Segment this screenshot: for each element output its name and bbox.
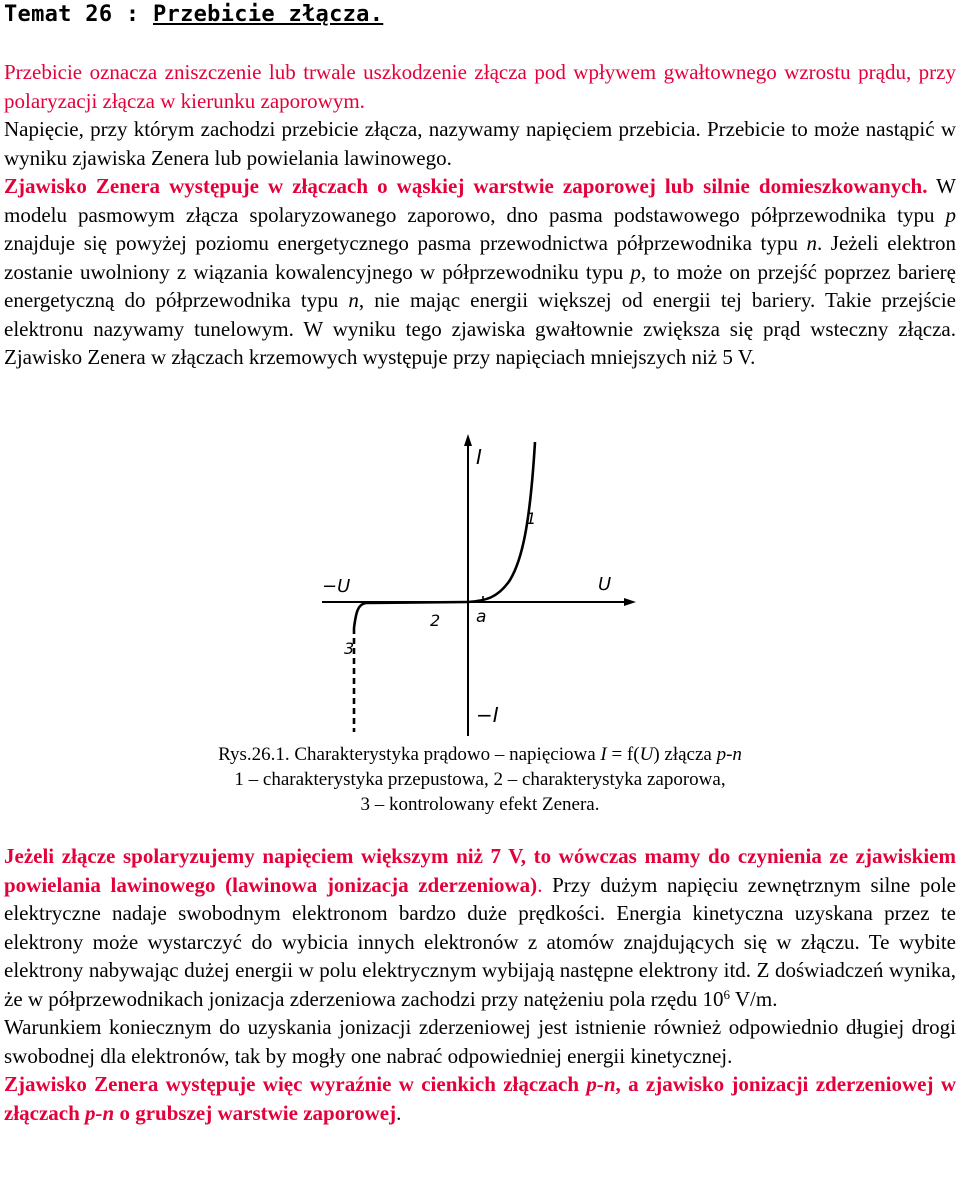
caption-line1-b: = f(	[606, 744, 640, 765]
iv-characteristic-figure	[300, 430, 640, 742]
conclusion-text-a: Zjawisko Zenera występuje więc wyraźnie w cienkich złączach	[4, 1072, 587, 1096]
conclusion-pn-2: p-n	[85, 1100, 115, 1125]
caption-current-symbol: I	[600, 744, 607, 765]
curve-3-label: 3	[344, 639, 355, 658]
page-title	[4, 2, 383, 27]
caption-line2: 1 – charakterystyka przepustowa, 2 – charakterystyka zaporowa,	[234, 769, 726, 790]
caption-line1-a: Rys.26.1. Charakterystyka prądowo – napięciowa	[218, 744, 601, 765]
current-axis-arrow	[464, 434, 472, 446]
conclusion-text-c: o grubszej warstwie zaporowej	[114, 1100, 397, 1125]
conclusion-pn-1: p-n	[586, 1072, 616, 1096]
band-model-text-c: . Jeżeli elektron zostanie uwolniony z wiązania kowalencyjnego w półprzewodniku typu	[4, 231, 956, 284]
curve-2-label: 2	[430, 611, 441, 630]
neg-voltage-label: −U	[322, 576, 351, 597]
impact-ionization-text: Przy dużym napięciu zewnętrznym silne pole elektryczne nadaje swobodnym elektronom bardzo duże prędkości. Energia kinetyczna uzyskana przez te elektrony może wystarczyć do wybicia innych elektronów z atomów znajdujących się w złączu. Te wybite elektrony nabywając dużej energii w polu elektrycznym wybijają następne elektrony itd. Z doświadczeń wynika, że w półprzewodnikach jonizacja zderzeniowa zachodzi przy natężeniu pola rzędu 10	[4, 872, 956, 1011]
type-n-label: n	[348, 288, 359, 312]
curve-1-label: 1	[526, 509, 537, 528]
type-p-label: p	[630, 259, 641, 284]
field-exponent: 6	[723, 986, 730, 1002]
neg-current-label: −I	[476, 703, 499, 727]
caption-voltage-symbol: U	[639, 744, 654, 765]
caption-line3: 3 – kontrolowany efekt Zenera.	[360, 794, 600, 815]
breakdown-voltage-sentence: Napięcie, przy którym zachodzi przebicie złącza, nazywamy napięciem przebicia. Przebicie to może nastąpić w wyniku zjawiska Zenera lub powielania lawinowego.	[4, 117, 956, 170]
title-prefix: Temat 26 :	[4, 2, 153, 27]
caption-line1-c: ) złącza	[653, 744, 717, 765]
avalanche-highlight-sentence: Jeżeli złącze spolaryzujemy napięciem większym niż 7 V, to wówczas mamy do czynienia ze zjawiskiem powielania lawinowego (lawinowa jonizacja zderzeniowa)	[4, 844, 956, 897]
field-unit-text: V/m.	[729, 986, 778, 1011]
caption-pn-label: p-n	[716, 744, 742, 765]
definition-sentence: Przebicie oznacza zniszczenie lub trwale uszkodzenie złącza pod wpływem gwałtownego wzrostu prądu, przy polaryzacji złącza w kierunku zaporowym.	[4, 60, 956, 113]
figure-caption	[0, 742, 960, 817]
zener-highlight-sentence: Zjawisko Zenera występuje w złączach o wąskiej warstwie zaporowej lub silnie domieszkowanych.	[4, 174, 928, 198]
conclusion-dot: .	[396, 1100, 402, 1125]
intro-paragraph	[4, 58, 956, 372]
title-topic: Przebicie złącza.	[153, 2, 384, 27]
type-n-label: n	[806, 231, 817, 255]
voltage-label: U	[598, 574, 612, 595]
iv-characteristic-diagram	[300, 430, 640, 742]
conclusion-text-b: , a zjawisko jonizacji zderzeniowej w złączach	[4, 1072, 956, 1125]
band-model-text-a: W modelu pasmowym złącza spolaryzowanego zaporowo, dno pasma podstawowego półprzewodnika typu	[4, 174, 956, 227]
point-a-label: a	[476, 607, 487, 627]
band-model-text-b: znajduje się powyżej poziomu energetycznego pasma przewodnictwa półprzewodnika typu	[4, 231, 807, 255]
current-axis-label: I	[476, 445, 482, 469]
avalanche-highlight-dot: .	[537, 872, 543, 897]
reverse-curve	[354, 602, 468, 628]
type-p-label: p	[945, 202, 956, 227]
free-path-sentence: Warunkiem koniecznym do uzyskania jonizacji zderzeniowej jest istnienie również odpowiednio długiej drogi swobodnej dla elektronów, tak by mogły one nabrać odpowiedniej energii kinetycznej.	[4, 1015, 956, 1068]
band-model-text-e: , nie mając energii większej od energii tej bariery. Takie przejście elektronu nazywamy tunelowym. W wyniku tego zjawiska gwałtownie zwiększa się prąd wsteczny złącza. Zjawisko Zenera w złączach krzemowych występuje przy napięciach mniejszych niż 5 V.	[4, 288, 956, 369]
avalanche-paragraph	[4, 842, 956, 1127]
band-model-text-d: , to może on przejść poprzez barierę energetyczną do półprzewodnika typu	[4, 259, 956, 312]
voltage-axis-arrow	[624, 598, 636, 606]
